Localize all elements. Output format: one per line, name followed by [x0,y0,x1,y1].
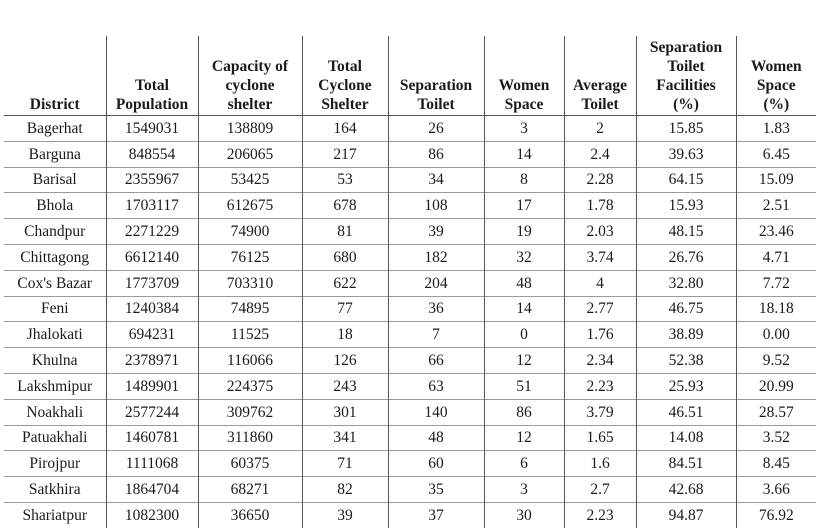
cell-women-space-pct: 3.52 [736,425,816,451]
header-text-line: Space [504,96,544,113]
cell-total-shelter: 82 [302,477,388,503]
cell-separation-toilet-pct: 84.51 [636,451,736,477]
cell-capacity: 309762 [198,399,302,425]
cell-district: Lakshmipur [4,373,106,399]
table-row [4,322,816,348]
cell-total-shelter: 678 [302,193,388,219]
cell-women-space: 12 [484,425,564,451]
cell-women-space-pct: 76.92 [736,502,816,527]
cell-women-space-pct: 9.52 [736,348,816,374]
table-row [4,193,816,219]
cell-women-space: 19 [484,219,564,245]
header-text-line: Population [115,96,189,113]
cell-average-toilet: 2 [564,116,636,142]
cell-women-space: 3 [484,477,564,503]
cell-women-space: 32 [484,244,564,270]
cell-total-population: 1489901 [106,373,198,399]
cell-total-shelter: 680 [302,244,388,270]
cell-capacity: 703310 [198,270,302,296]
cell-capacity: 311860 [198,425,302,451]
cell-average-toilet: 1.65 [564,425,636,451]
cell-separation-toilet-pct: 25.93 [636,373,736,399]
cell-total-population: 1460781 [106,425,198,451]
cell-women-space-pct: 15.09 [736,167,816,193]
cell-women-space: 0 [484,322,564,348]
cell-total-shelter: 81 [302,219,388,245]
table-row [4,373,816,399]
cell-women-space: 51 [484,373,564,399]
cell-separation-toilet: 60 [388,451,484,477]
cell-district: Chittagong [4,244,106,270]
header-text-line: Toilet [667,58,705,75]
cell-total-shelter: 39 [302,502,388,527]
cell-total-shelter: 18 [302,322,388,348]
cell-total-population: 1240384 [106,296,198,322]
data-table-container [4,36,816,528]
cell-separation-toilet: 35 [388,477,484,503]
header-women-space [484,36,564,116]
cell-average-toilet: 2.34 [564,348,636,374]
cell-separation-toilet: 86 [388,141,484,167]
header-text-line: Women [750,58,802,75]
cell-capacity: 612675 [198,193,302,219]
cell-total-population: 1703117 [106,193,198,219]
table-row [4,451,816,477]
cell-separation-toilet: 37 [388,502,484,527]
header-text-line: (%) [763,96,790,113]
table-row [4,219,816,245]
cell-women-space: 30 [484,502,564,527]
cell-total-shelter: 243 [302,373,388,399]
table-row [4,270,816,296]
cell-separation-toilet: 34 [388,167,484,193]
cell-capacity: 53425 [198,167,302,193]
cell-separation-toilet: 7 [388,322,484,348]
cell-women-space: 14 [484,141,564,167]
table-row [4,116,816,142]
cell-district: Satkhira [4,477,106,503]
cell-separation-toilet-pct: 39.63 [636,141,736,167]
cell-capacity: 11525 [198,322,302,348]
cell-capacity: 60375 [198,451,302,477]
cell-district: Bagerhat [4,116,106,142]
cell-separation-toilet: 204 [388,270,484,296]
header-text-line: Toilet [417,96,455,113]
header-text-line: Space [756,77,796,94]
header-total-cyclone-shelter [302,36,388,116]
cell-total-population: 2577244 [106,399,198,425]
header-text-line: Capacity of [211,58,289,75]
cell-total-population: 2355967 [106,167,198,193]
cell-average-toilet: 1.6 [564,451,636,477]
header-women-space-pct [736,36,816,116]
cell-women-space-pct: 8.45 [736,451,816,477]
cell-total-shelter: 53 [302,167,388,193]
cell-separation-toilet-pct: 26.76 [636,244,736,270]
cell-average-toilet: 1.76 [564,322,636,348]
cell-average-toilet: 2.23 [564,502,636,527]
cell-separation-toilet-pct: 46.75 [636,296,736,322]
cell-women-space-pct: 1.83 [736,116,816,142]
cell-capacity: 76125 [198,244,302,270]
header-text-line: shelter [227,96,273,113]
table-row [4,296,816,322]
cell-district: Chandpur [4,219,106,245]
header-text-line: Total [328,58,362,75]
cell-average-toilet: 2.7 [564,477,636,503]
cell-total-shelter: 301 [302,399,388,425]
cell-women-space-pct: 20.99 [736,373,816,399]
table-row [4,244,816,270]
cell-average-toilet: 4 [564,270,636,296]
cell-district: Bhola [4,193,106,219]
cell-women-space-pct: 6.45 [736,141,816,167]
header-row [4,36,816,116]
header-average-toilet [564,36,636,116]
cell-separation-toilet-pct: 46.51 [636,399,736,425]
header-text-line: Women [498,77,550,94]
cell-separation-toilet-pct: 32.80 [636,270,736,296]
cell-separation-toilet: 140 [388,399,484,425]
cell-women-space-pct: 28.57 [736,399,816,425]
cell-total-population: 1864704 [106,477,198,503]
cell-district: Barguna [4,141,106,167]
cell-separation-toilet-pct: 48.15 [636,219,736,245]
cell-women-space: 6 [484,451,564,477]
cell-total-population: 6612140 [106,244,198,270]
table-row [4,348,816,374]
cell-women-space-pct: 2.51 [736,193,816,219]
table-header [4,36,816,116]
cell-separation-toilet: 182 [388,244,484,270]
cell-total-shelter: 217 [302,141,388,167]
cell-total-population: 1111068 [106,451,198,477]
cell-total-population: 694231 [106,322,198,348]
cell-total-shelter: 71 [302,451,388,477]
table-row [4,425,816,451]
cell-average-toilet: 2.23 [564,373,636,399]
cell-women-space-pct: 23.46 [736,219,816,245]
cell-total-shelter: 164 [302,116,388,142]
cell-women-space: 17 [484,193,564,219]
header-text-line: (%) [673,96,699,113]
cell-women-space: 14 [484,296,564,322]
cell-total-population: 2271229 [106,219,198,245]
header-text-line: Total [135,77,169,94]
cell-separation-toilet: 63 [388,373,484,399]
cell-capacity: 74900 [198,219,302,245]
cyclone-shelter-table [4,36,816,528]
cell-separation-toilet: 48 [388,425,484,451]
header-text-line: Toilet [581,96,619,113]
cell-separation-toilet: 39 [388,219,484,245]
cell-separation-toilet-pct: 42.68 [636,477,736,503]
cell-women-space-pct: 7.72 [736,270,816,296]
header-text-line: Cyclone [318,77,372,94]
cell-women-space-pct: 0.00 [736,322,816,348]
cell-separation-toilet-pct: 64.15 [636,167,736,193]
header-capacity-of-cyclone-shelter [198,36,302,116]
cell-total-population: 1773709 [106,270,198,296]
cell-average-toilet: 3.79 [564,399,636,425]
cell-district: Pirojpur [4,451,106,477]
cell-women-space: 3 [484,116,564,142]
header-separation-toilet [388,36,484,116]
cell-average-toilet: 2.4 [564,141,636,167]
cell-separation-toilet-pct: 38.89 [636,322,736,348]
cell-capacity: 138809 [198,116,302,142]
header-total-population [106,36,198,116]
cell-women-space-pct: 18.18 [736,296,816,322]
cell-women-space-pct: 4.71 [736,244,816,270]
cell-district: Feni [4,296,106,322]
cell-separation-toilet-pct: 52.38 [636,348,736,374]
cell-capacity: 116066 [198,348,302,374]
cell-average-toilet: 3.74 [564,244,636,270]
cell-women-space: 8 [484,167,564,193]
table-row [4,399,816,425]
cell-total-population: 848554 [106,141,198,167]
header-text-line: Shelter [321,96,369,113]
table-row [4,477,816,503]
cell-capacity: 36650 [198,502,302,527]
cell-separation-toilet: 36 [388,296,484,322]
table-row [4,502,816,527]
cell-women-space: 86 [484,399,564,425]
cell-total-population: 2378971 [106,348,198,374]
cell-capacity: 224375 [198,373,302,399]
header-text-line: Separation [399,77,473,94]
cell-average-toilet: 1.78 [564,193,636,219]
cell-total-shelter: 77 [302,296,388,322]
cell-average-toilet: 2.28 [564,167,636,193]
cell-district: Patuakhali [4,425,106,451]
cell-average-toilet: 2.77 [564,296,636,322]
table-row [4,141,816,167]
cell-separation-toilet: 108 [388,193,484,219]
cell-separation-toilet-pct: 14.08 [636,425,736,451]
cell-district: Khulna [4,348,106,374]
cell-separation-toilet-pct: 15.93 [636,193,736,219]
header-text-line: cyclone [225,77,275,94]
table-body [4,116,816,528]
cell-women-space: 48 [484,270,564,296]
header-text-line: Separation [649,39,723,56]
header-text-line: Average [573,77,627,94]
cell-total-population: 1082300 [106,502,198,527]
cell-separation-toilet: 26 [388,116,484,142]
cell-women-space-pct: 3.66 [736,477,816,503]
cell-separation-toilet-pct: 94.87 [636,502,736,527]
cell-capacity: 206065 [198,141,302,167]
cell-women-space: 12 [484,348,564,374]
cell-total-population: 1549031 [106,116,198,142]
cell-capacity: 74895 [198,296,302,322]
cell-separation-toilet-pct: 15.85 [636,116,736,142]
table-row [4,167,816,193]
cell-district: Jhalokati [4,322,106,348]
cell-average-toilet: 2.03 [564,219,636,245]
header-text-line: Facilities [656,77,716,94]
cell-total-shelter: 341 [302,425,388,451]
cell-separation-toilet: 66 [388,348,484,374]
cell-total-shelter: 622 [302,270,388,296]
cell-district: Shariatpur [4,502,106,527]
cell-district: Barisal [4,167,106,193]
cell-district: Noakhali [4,399,106,425]
header-district [4,36,106,116]
header-separation-toilet-facilities-pct [636,36,736,116]
cell-district: Cox's Bazar [4,270,106,296]
cell-capacity: 68271 [198,477,302,503]
cell-total-shelter: 126 [302,348,388,374]
header-text-line: District [29,96,80,113]
